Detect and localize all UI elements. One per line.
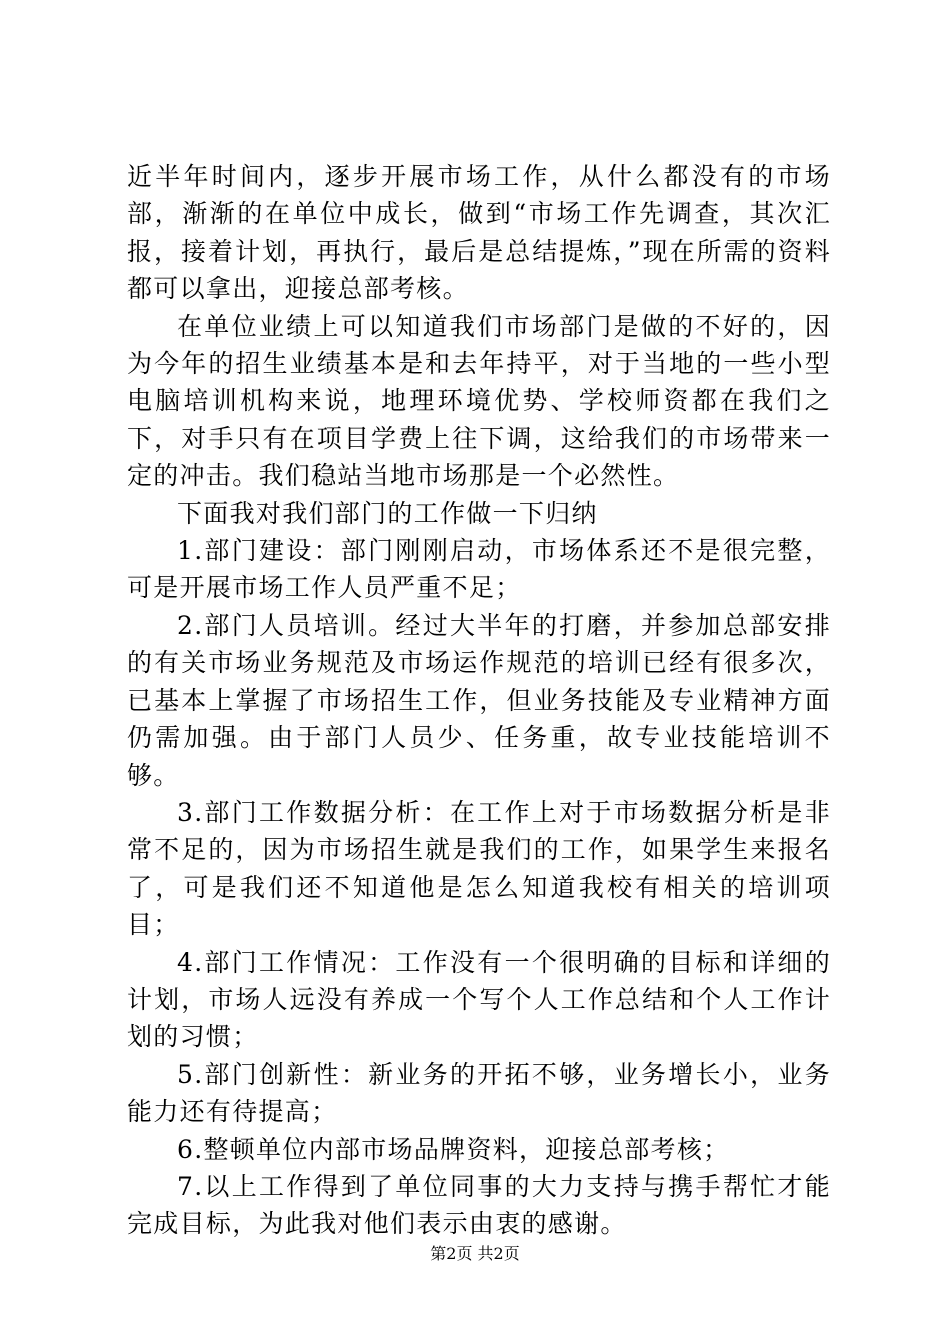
list-item-3: 3.部门工作数据分析：在工作上对于市场数据分析是非常不足的，因为市场招生就是我们的工作，如果学生来报名了，可是我们还不知道他是怎么知道我校有相关的培训项目； — [127, 797, 831, 940]
paragraph-2: 在单位业绩上可以知道我们市场部门是做的不好的，因为今年的招生业绩基本是和去年持平，对于当地的一些小型电脑培训机构来说，地理环境优势、学校师资都在我们之下，对手只有在项目学费上往下调，这给我们的市场带来一定的冲击。我们稳站当地市场那是一个必然性。 — [127, 311, 831, 491]
list-item-2: 2.部门人员培训。经过大半年的打磨，并参加总部安排的有关市场业务规范及市场运作规范的培训已经有很多次，已基本上掌握了市场招生工作，但业务技能及专业精神方面仍需加强。由于部门人员少、任务重，故专业技能培训不够。 — [127, 610, 831, 790]
paragraph-3: 下面我对我们部门的工作做一下归纳 — [177, 498, 598, 528]
list-item-6: 6.整顿单位内部市场品牌资料，迎接总部考核； — [177, 1134, 730, 1164]
list-item-4: 4.部门工作情况：工作没有一个很明确的目标和详细的计划，市场人远没有养成一个写个人工作总结和个人工作计划的习惯； — [127, 947, 831, 1052]
list-item-1: 1.部门建设：部门刚刚启动，市场体系还不是很完整，可是开展市场工作人员严重不足； — [127, 536, 831, 603]
page-footer: 第2页 共2页 — [430, 1244, 520, 1263]
document-body — [127, 158, 831, 1243]
list-item-7: 7.以上工作得到了单位同事的大力支持与携手帮忙才能完成目标，为此我对他们表示由衷的感谢。 — [127, 1171, 831, 1239]
paragraph-1: 近半年时间内，逐步开展市场工作，从什么都没有的市场部，渐渐的在单位中成长，做到“市场工作先调查，其次汇报，接着计划，再执行，最后是总结提炼，”现在所需的资料都可以拿出，迎接总部考核。 — [127, 162, 831, 304]
list-item-5: 5.部门创新性：新业务的开拓不够，业务增长小，业务能力还有待提高； — [127, 1059, 831, 1127]
